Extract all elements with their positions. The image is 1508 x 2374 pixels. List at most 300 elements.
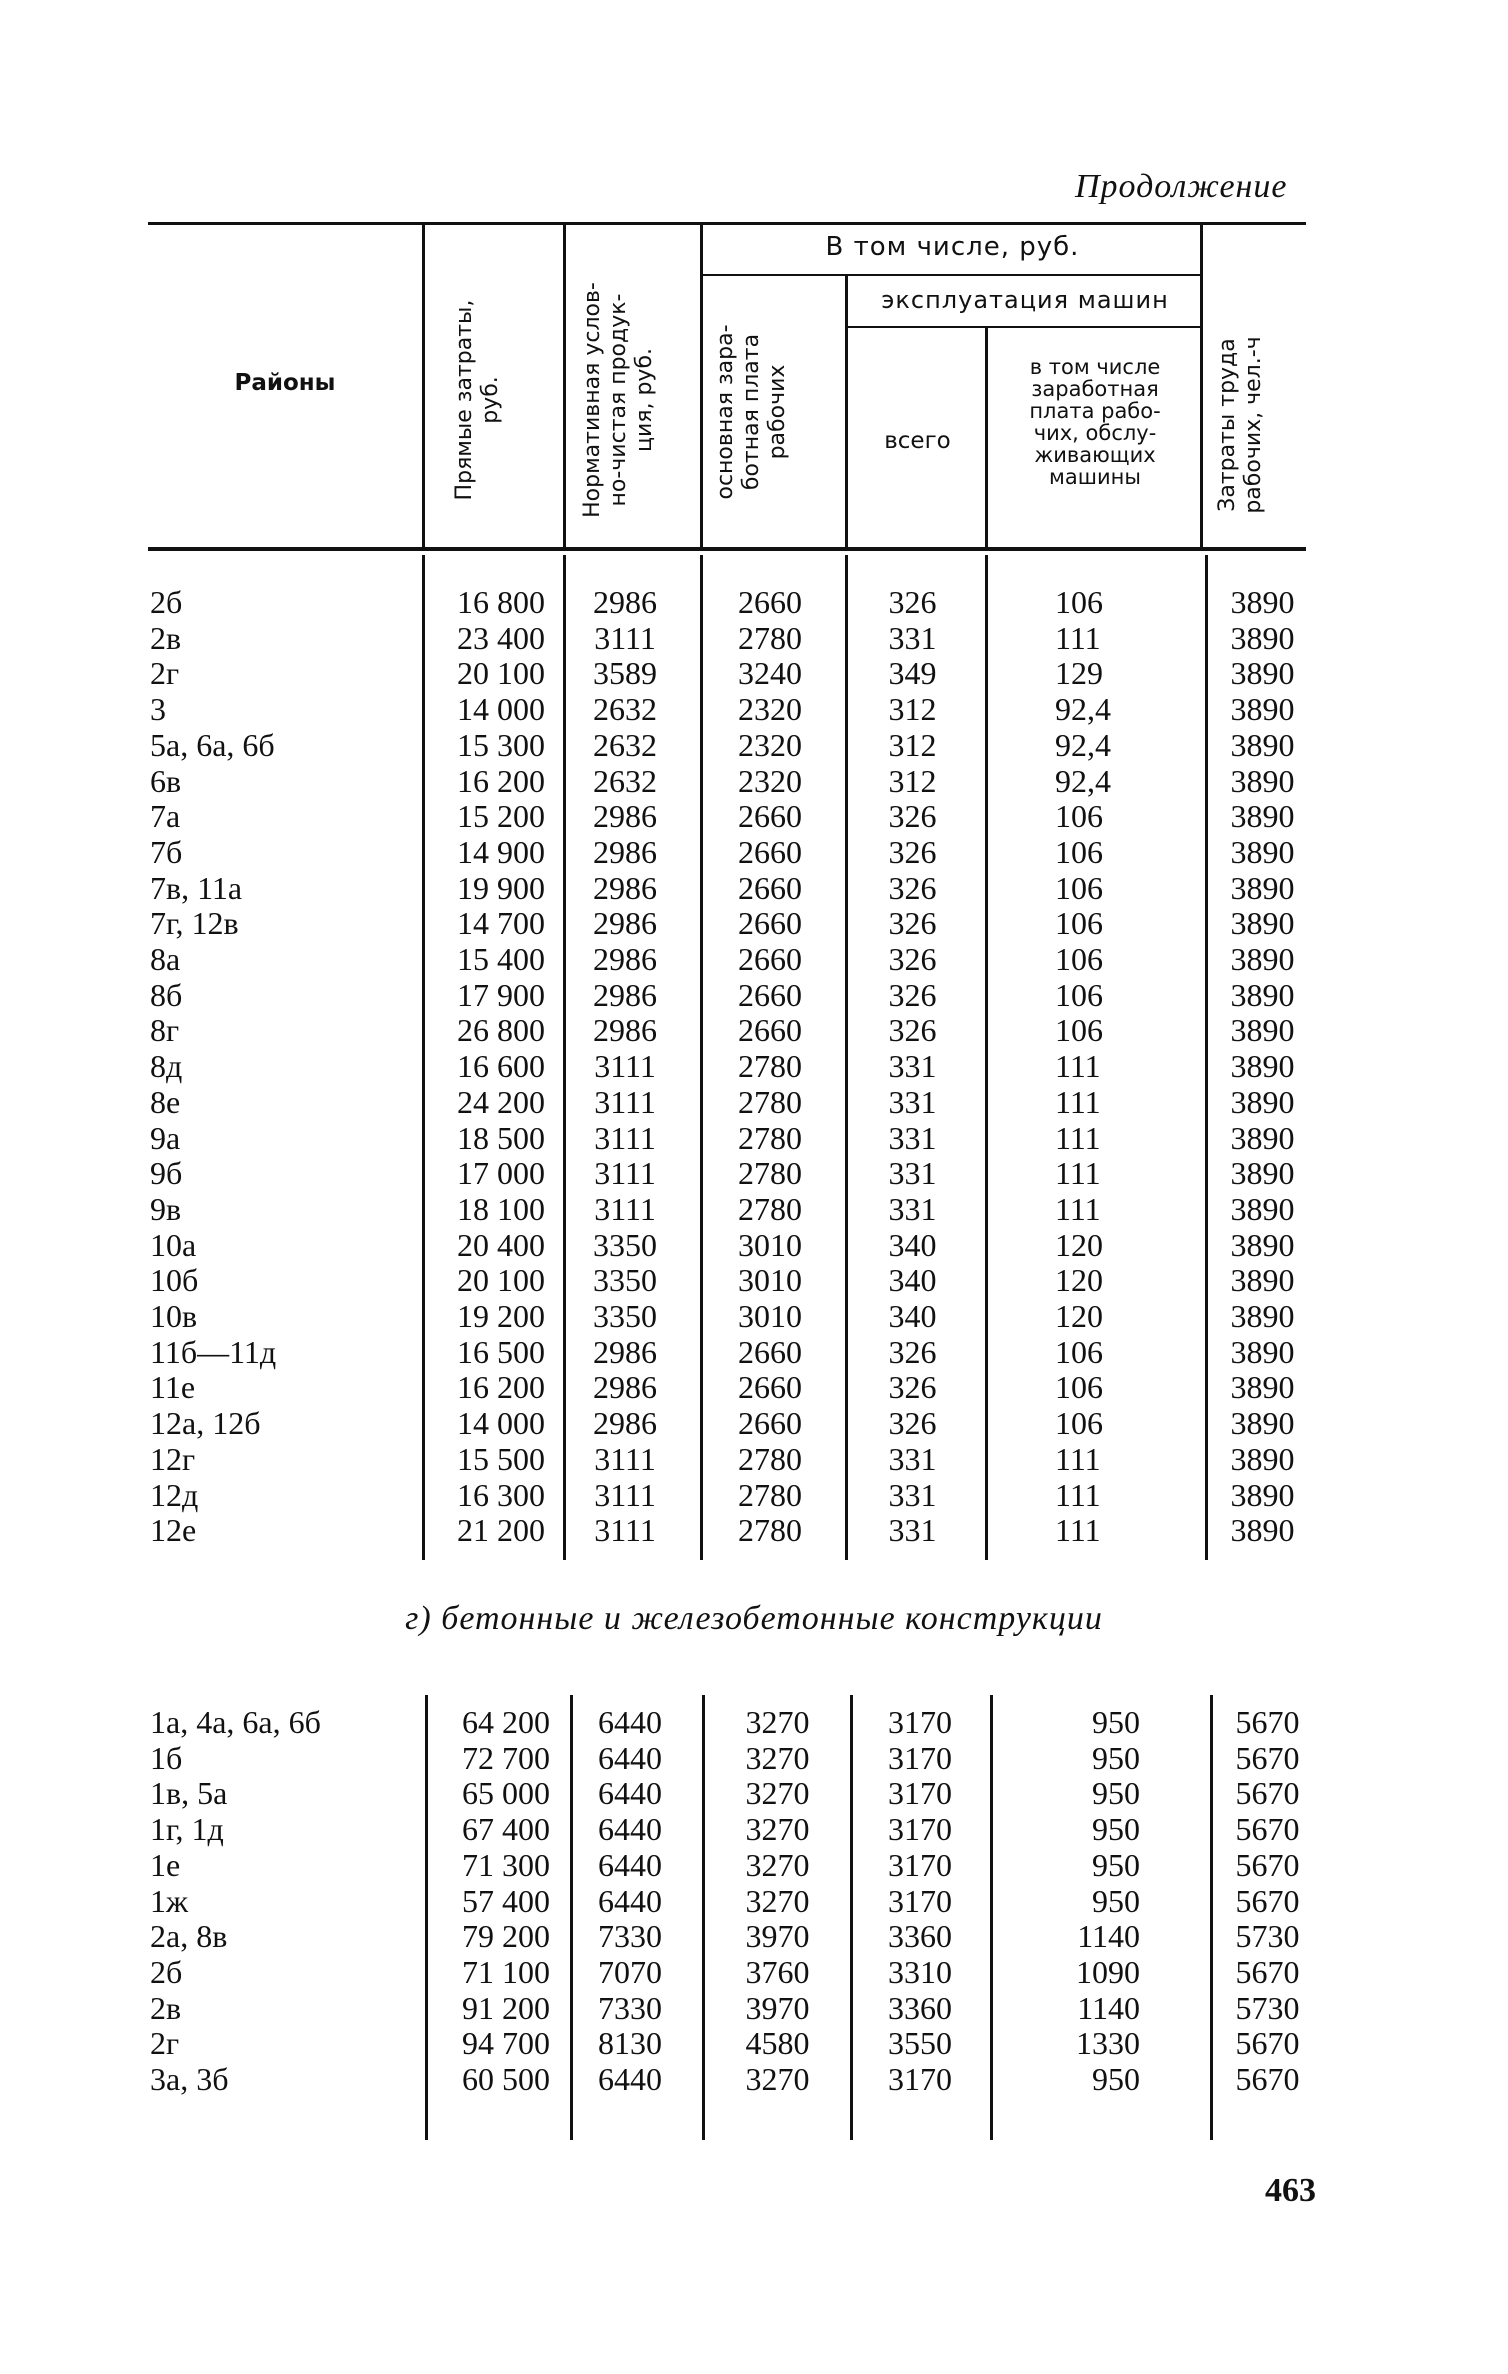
table-row (0, 1812, 1508, 1848)
district-cell: 9в (150, 1190, 182, 1227)
table-row (0, 1919, 1508, 1955)
table-row (0, 978, 1508, 1014)
value-cell: 16 500 (457, 1333, 545, 1370)
value-cell: 3010 (738, 1226, 802, 1263)
value-cell: 2660 (738, 833, 802, 870)
value-cell: 3890 (1230, 726, 1295, 763)
value-cell: 106 (1055, 941, 1103, 977)
table-row (0, 656, 1508, 692)
value-cell: 950 (1092, 1739, 1140, 1776)
table-row (0, 1884, 1508, 1920)
value-cell: 3170 (888, 1882, 952, 1919)
district-cell: 2в (150, 619, 182, 656)
value-cell: 2780 (738, 1155, 802, 1192)
table-row (0, 1478, 1508, 1514)
district-cell: 1е (150, 1846, 181, 1883)
value-cell: 94 700 (462, 2025, 550, 2062)
value-cell: 3890 (1230, 1190, 1295, 1227)
value-cell: 326 (888, 833, 937, 870)
machine-operation-header: эксплуатация машин (881, 286, 1169, 314)
value-cell: 2986 (593, 905, 657, 942)
value-cell: 15 500 (457, 1440, 545, 1477)
value-cell: 2660 (738, 941, 802, 977)
value-cell: 71 100 (462, 1953, 550, 1990)
table-row (0, 942, 1508, 978)
district-cell: 8д (150, 1048, 183, 1085)
district-cell: 12д (150, 1476, 199, 1513)
value-cell: 3890 (1230, 1512, 1295, 1549)
district-cell: 11б—11д (150, 1333, 277, 1370)
labor-costs-header: Затраты труда рабочих, чел.-ч (1215, 336, 1266, 514)
district-cell: 7в, 11а (150, 869, 243, 906)
value-cell: 65 000 (462, 1775, 550, 1812)
value-cell: 92,4 (1055, 762, 1111, 799)
value-cell: 3890 (1230, 691, 1295, 728)
value-cell: 3890 (1230, 798, 1295, 835)
value-cell: 3270 (745, 1704, 810, 1740)
value-cell: 14 900 (457, 833, 545, 870)
district-cell: 3а, 3б (150, 2061, 229, 2097)
table-row (0, 2026, 1508, 2062)
table-row (0, 1299, 1508, 1335)
value-cell: 326 (888, 584, 937, 620)
table-row (0, 621, 1508, 657)
value-cell: 3970 (745, 1918, 810, 1955)
value-cell: 14 000 (457, 1405, 545, 1442)
value-cell: 3890 (1230, 1012, 1295, 1049)
value-cell: 20 400 (457, 1226, 545, 1263)
value-cell: 326 (888, 1012, 937, 1049)
value-cell: 106 (1055, 976, 1103, 1013)
table-row (0, 1955, 1508, 1991)
table-row (0, 1991, 1508, 2027)
value-cell: 2780 (738, 1512, 802, 1549)
value-cell: 3890 (1230, 1369, 1295, 1406)
table-row (0, 799, 1508, 835)
value-cell: 331 (888, 1155, 937, 1192)
header-bottom-rule (148, 547, 1306, 551)
value-cell: 3170 (888, 1739, 952, 1776)
district-cell: 7а (150, 798, 181, 835)
table-row (0, 1335, 1508, 1371)
value-cell: 3111 (594, 1476, 656, 1513)
value-cell: 3360 (888, 1989, 952, 2026)
district-cell: 8б (150, 976, 183, 1013)
value-cell: 72 700 (462, 1739, 550, 1776)
value-cell: 3270 (745, 1846, 810, 1883)
value-cell: 14 000 (457, 691, 545, 728)
value-cell: 326 (888, 976, 937, 1013)
value-cell: 106 (1055, 584, 1103, 620)
value-cell: 326 (888, 798, 937, 835)
table-row (0, 1370, 1508, 1406)
value-cell: 111 (1055, 1155, 1101, 1192)
machine-wage-header: в том числе заработная плата рабо- чих, обслу- живающих машины (1029, 355, 1161, 489)
district-cell: 8г (150, 1012, 180, 1049)
value-cell: 3890 (1230, 1262, 1295, 1299)
value-cell: 3111 (594, 1512, 656, 1549)
value-cell: 3350 (593, 1226, 657, 1263)
district-cell: 9б (150, 1155, 183, 1192)
value-cell: 5670 (1235, 2025, 1300, 2062)
table-row (0, 1406, 1508, 1442)
value-cell: 3170 (888, 1846, 952, 1883)
value-cell: 3890 (1230, 1226, 1295, 1263)
value-cell: 129 (1055, 655, 1103, 692)
value-cell: 312 (888, 726, 937, 763)
value-cell: 2780 (738, 619, 802, 656)
value-cell: 2986 (593, 869, 657, 906)
value-cell: 2632 (593, 726, 657, 763)
normative-production-header: Нормативная услов- но-чистая продук- ция, руб. (580, 282, 657, 518)
value-cell: 5730 (1235, 1918, 1300, 1955)
value-cell: 6440 (598, 1846, 662, 1883)
table-row (0, 1013, 1508, 1049)
value-cell: 950 (1092, 1775, 1140, 1812)
value-cell: 3111 (594, 1190, 656, 1227)
value-cell: 5670 (1235, 1775, 1300, 1812)
value-cell: 5670 (1235, 1953, 1300, 1990)
table-row (0, 1442, 1508, 1478)
district-cell: 12г (150, 1440, 196, 1477)
value-cell: 3111 (594, 1048, 656, 1085)
value-cell: 2986 (593, 1012, 657, 1049)
value-cell: 2660 (738, 1333, 802, 1370)
value-cell: 111 (1055, 1119, 1101, 1156)
district-cell: 2г (150, 655, 180, 692)
value-cell: 18 500 (457, 1119, 545, 1156)
value-cell: 3010 (738, 1262, 802, 1299)
value-cell: 106 (1055, 798, 1103, 835)
value-cell: 2632 (593, 691, 657, 728)
value-cell: 6440 (598, 1739, 662, 1776)
value-cell: 2660 (738, 584, 802, 620)
value-cell: 1140 (1077, 1918, 1140, 1955)
table-row (0, 2062, 1508, 2098)
value-cell: 2660 (738, 905, 802, 942)
value-cell: 92,4 (1055, 691, 1111, 728)
value-cell: 326 (888, 905, 937, 942)
machine-total-header: всего (884, 428, 951, 454)
base-wage-header: основная зара- ботная плата рабочих (713, 324, 790, 500)
value-cell: 120 (1055, 1262, 1103, 1299)
value-cell: 3170 (888, 1704, 952, 1740)
value-cell: 3111 (594, 1155, 656, 1192)
value-cell: 5670 (1235, 1846, 1300, 1883)
value-cell: 6440 (598, 1775, 662, 1812)
value-cell: 3890 (1230, 1333, 1295, 1370)
value-cell: 106 (1055, 905, 1103, 942)
value-cell: 3890 (1230, 1048, 1295, 1085)
header-divider (1200, 225, 1203, 547)
value-cell: 3111 (594, 1119, 656, 1156)
value-cell: 3360 (888, 1918, 952, 1955)
value-cell: 106 (1055, 1012, 1103, 1049)
value-cell: 16 600 (457, 1048, 545, 1085)
value-cell: 4580 (745, 2025, 810, 2062)
value-cell: 120 (1055, 1298, 1103, 1334)
header-divider (563, 225, 566, 547)
value-cell: 91 200 (462, 1989, 550, 2026)
value-cell: 3170 (888, 2061, 952, 2097)
value-cell: 326 (888, 941, 937, 977)
direct-costs-header: Прямые затраты, руб. (452, 299, 503, 501)
value-cell: 8130 (598, 2025, 662, 2062)
table-row (0, 728, 1508, 764)
value-cell: 18 100 (457, 1190, 545, 1227)
value-cell: 2660 (738, 798, 802, 835)
table-row (0, 1121, 1508, 1157)
table-row (0, 764, 1508, 800)
value-cell: 2986 (593, 941, 657, 977)
value-cell: 106 (1055, 1405, 1103, 1442)
value-cell: 1330 (1076, 2025, 1140, 2062)
value-cell: 5670 (1235, 1739, 1300, 1776)
value-cell: 106 (1055, 1333, 1103, 1370)
district-cell: 6в (150, 762, 182, 799)
value-cell: 950 (1092, 1811, 1140, 1848)
value-cell: 3890 (1230, 976, 1295, 1013)
district-cell: 11е (150, 1369, 196, 1406)
value-cell: 16 200 (457, 1369, 545, 1406)
value-cell: 3350 (593, 1262, 657, 1299)
value-cell: 120 (1055, 1226, 1103, 1263)
value-cell: 1140 (1077, 1989, 1140, 2026)
value-cell: 106 (1055, 833, 1103, 870)
value-cell: 3270 (745, 1739, 810, 1776)
value-cell: 21 200 (457, 1512, 545, 1549)
district-cell: 7б (150, 833, 183, 870)
value-cell: 349 (888, 655, 937, 692)
value-cell: 7330 (598, 1918, 662, 1955)
header-divider (845, 276, 848, 547)
district-cell: 2б (150, 1953, 183, 1990)
value-cell: 1090 (1076, 1953, 1140, 1990)
value-cell: 2780 (738, 1476, 802, 1513)
continuation-label: Продолжение (1075, 168, 1288, 205)
district-cell: 2б (150, 584, 183, 620)
value-cell: 19 900 (457, 869, 545, 906)
value-cell: 3890 (1230, 1405, 1295, 1442)
value-cell: 326 (888, 1333, 937, 1370)
value-cell: 2780 (738, 1083, 802, 1120)
value-cell: 3890 (1230, 762, 1295, 799)
district-cell: 1ж (150, 1882, 189, 1919)
header-divider (985, 328, 988, 547)
value-cell: 3170 (888, 1811, 952, 1848)
table-row (0, 1192, 1508, 1228)
value-cell: 3890 (1230, 1476, 1295, 1513)
value-cell: 326 (888, 869, 937, 906)
value-cell: 92,4 (1055, 726, 1111, 763)
value-cell: 19 200 (457, 1298, 545, 1334)
value-cell: 5670 (1235, 1882, 1300, 1919)
value-cell: 331 (888, 1119, 937, 1156)
value-cell: 5670 (1235, 1811, 1300, 1848)
district-cell: 3 (150, 691, 166, 728)
including-group-header: В том числе, руб. (825, 232, 1080, 262)
value-cell: 111 (1055, 1048, 1101, 1085)
value-cell: 23 400 (457, 619, 545, 656)
value-cell: 340 (888, 1226, 937, 1263)
value-cell: 3270 (745, 1811, 810, 1848)
value-cell: 111 (1055, 1083, 1101, 1120)
district-cell: 7г, 12в (150, 905, 239, 942)
district-cell: 1г, 1д (150, 1811, 224, 1848)
district-cell: 12е (150, 1512, 197, 1549)
value-cell: 2780 (738, 1440, 802, 1477)
value-cell: 2986 (593, 1405, 657, 1442)
value-cell: 3890 (1230, 833, 1295, 870)
value-cell: 15 400 (457, 941, 545, 977)
value-cell: 111 (1055, 1190, 1101, 1227)
value-cell: 5730 (1235, 1989, 1300, 2026)
value-cell: 6440 (598, 1882, 662, 1919)
value-cell: 16 800 (457, 584, 545, 620)
value-cell: 3111 (594, 619, 656, 656)
value-cell: 3240 (738, 655, 802, 692)
value-cell: 60 500 (462, 2061, 550, 2097)
value-cell: 3270 (745, 1882, 810, 1919)
header-divider (700, 225, 703, 547)
value-cell: 3890 (1230, 1083, 1295, 1120)
value-cell: 3890 (1230, 941, 1295, 977)
value-cell: 2632 (593, 762, 657, 799)
table-row (0, 1776, 1508, 1812)
header-divider (422, 225, 425, 547)
value-cell: 950 (1092, 2061, 1140, 2097)
value-cell: 3310 (888, 1953, 952, 1990)
table-row (0, 692, 1508, 728)
value-cell: 2660 (738, 1405, 802, 1442)
value-cell: 15 200 (457, 798, 545, 835)
value-cell: 312 (888, 691, 937, 728)
district-cell: 2в (150, 1989, 182, 2026)
value-cell: 326 (888, 1369, 937, 1406)
value-cell: 26 800 (457, 1012, 545, 1049)
value-cell: 3111 (594, 1083, 656, 1120)
table-row (0, 1156, 1508, 1192)
value-cell: 17 900 (457, 976, 545, 1013)
value-cell: 2660 (738, 1369, 802, 1406)
value-cell: 64 200 (462, 1704, 550, 1740)
district-cell: 10б (150, 1262, 199, 1299)
value-cell: 2986 (593, 976, 657, 1013)
district-cell: 8а (150, 941, 181, 977)
value-cell: 331 (888, 1083, 937, 1120)
table-row (0, 835, 1508, 871)
value-cell: 2986 (593, 584, 657, 620)
value-cell: 3890 (1230, 869, 1295, 906)
value-cell: 3170 (888, 1775, 952, 1812)
value-cell: 2320 (738, 762, 802, 799)
value-cell: 2660 (738, 976, 802, 1013)
value-cell: 2660 (738, 1012, 802, 1049)
value-cell: 3890 (1230, 1155, 1295, 1192)
district-cell: 8е (150, 1083, 181, 1120)
page-number: 463 (1265, 2172, 1316, 2209)
value-cell: 6440 (598, 1704, 662, 1740)
value-cell: 331 (888, 1048, 937, 1085)
value-cell: 14 700 (457, 905, 545, 942)
table-row (0, 1741, 1508, 1777)
district-cell: 10а (150, 1226, 197, 1263)
value-cell: 5670 (1235, 1704, 1300, 1740)
value-cell: 3350 (593, 1298, 657, 1334)
table-row (0, 585, 1508, 621)
value-cell: 3111 (594, 1440, 656, 1477)
district-cell: 2г (150, 2025, 180, 2062)
section-title: г) бетонные и железобетонные конструкции (405, 1600, 1103, 1637)
value-cell: 3890 (1230, 1119, 1295, 1156)
value-cell: 3270 (745, 2061, 810, 2097)
value-cell: 16 200 (457, 762, 545, 799)
value-cell: 2320 (738, 726, 802, 763)
value-cell: 331 (888, 1440, 937, 1477)
value-cell: 7330 (598, 1989, 662, 2026)
value-cell: 3550 (888, 2025, 952, 2062)
value-cell: 2780 (738, 1190, 802, 1227)
district-cell: 5а, 6а, 6б (150, 726, 275, 763)
district-cell: 1б (150, 1739, 183, 1776)
value-cell: 340 (888, 1262, 937, 1299)
value-cell: 2780 (738, 1119, 802, 1156)
value-cell: 2780 (738, 1048, 802, 1085)
value-cell: 950 (1092, 1882, 1140, 1919)
value-cell: 111 (1055, 1512, 1101, 1549)
table-row (0, 1228, 1508, 1264)
value-cell: 7070 (598, 1953, 662, 1990)
value-cell: 17 000 (457, 1155, 545, 1192)
value-cell: 3890 (1230, 1298, 1295, 1334)
value-cell: 71 300 (462, 1846, 550, 1883)
value-cell: 3890 (1230, 655, 1295, 692)
district-cell: 2а, 8в (150, 1918, 228, 1955)
value-cell: 2320 (738, 691, 802, 728)
table-row (0, 871, 1508, 907)
value-cell: 20 100 (457, 1262, 545, 1299)
value-cell: 106 (1055, 869, 1103, 906)
value-cell: 16 300 (457, 1476, 545, 1513)
value-cell: 24 200 (457, 1083, 545, 1120)
value-cell: 331 (888, 1476, 937, 1513)
value-cell: 2986 (593, 1333, 657, 1370)
value-cell: 3760 (745, 1953, 810, 1990)
value-cell: 2986 (593, 1369, 657, 1406)
value-cell: 5670 (1235, 2061, 1300, 2097)
table-row (0, 1513, 1508, 1549)
header-top-rule (148, 222, 1306, 225)
including-group-rule (700, 274, 1200, 276)
value-cell: 312 (888, 762, 937, 799)
value-cell: 106 (1055, 1369, 1103, 1406)
value-cell: 3890 (1230, 1440, 1295, 1477)
value-cell: 111 (1055, 1476, 1101, 1513)
value-cell: 950 (1092, 1846, 1140, 1883)
table-row (0, 1049, 1508, 1085)
value-cell: 2660 (738, 869, 802, 906)
table-row (0, 1848, 1508, 1884)
table-row (0, 1705, 1508, 1741)
district-cell: 12а, 12б (150, 1405, 261, 1442)
value-cell: 79 200 (462, 1918, 550, 1955)
value-cell: 3270 (745, 1775, 810, 1812)
value-cell: 3589 (593, 655, 657, 692)
value-cell: 6440 (598, 1811, 662, 1848)
table-row (0, 906, 1508, 942)
value-cell: 57 400 (462, 1882, 550, 1919)
value-cell: 3890 (1230, 584, 1295, 620)
